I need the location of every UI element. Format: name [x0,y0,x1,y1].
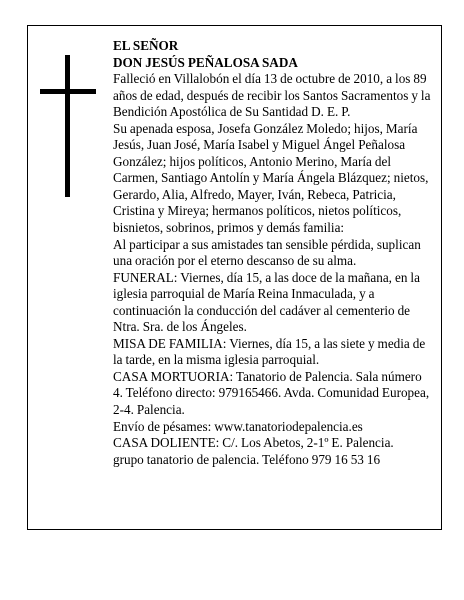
cross-vertical-bar [65,55,70,197]
funeral-paragraph: FUNERAL: Viernes, día 15, a las doce de la mañana, en la iglesia parroquial de María Reina Inmaculada, y a continuación la conducción del cadáver al cementerio de Ntra. Sra. de los Ángeles. [113,269,420,335]
family-mass-paragraph: MISA DE FAMILIA: Viernes, día 15, a las siete y media de la tarde, en la misma iglesia parroquial. [113,335,426,368]
prayer-request-paragraph: Al participar a sus amistades tan sensible pérdida, suplican una oración por el eterno descanso de su alma. [113,236,421,269]
obituary-heading-title: EL SEÑOR [113,38,179,53]
death-notice-paragraph: Falleció en Villalobón el día 13 de octubre de 2010, a los 89 años de edad, después de recibir los Santos Sacramentos y la Bendición Apostólica de Su Santidad D. E. P. [113,71,431,120]
cross-horizontal-bar [40,89,96,94]
obituary-text [113,38,431,468]
family-home-paragraph: CASA DOLIENTE: C/. Los Abetos, 2-1º E. Palencia. [113,435,394,451]
latin-cross-icon [40,55,96,197]
funeral-group-paragraph: grupo tanatorio de palencia. Teléfono 979 16 53 16 [113,451,381,467]
condolences-paragraph: Envío de pésames: www.tanatoriodepalencia.es [113,418,363,434]
family-list-paragraph: Su apenada esposa, Josefa González Moledo; hijos, María Jesús, Juan José, María Isabel y Miguel Ángel Peñalosa González; hijos políticos, Antonio Merino, María del Carmen, Santiago Antolín y María Ángela Blázquez; nietos, Gerardo, Alia, Alfredo, Mayer, Iván, Rebeca, Patricia, Cristina y Mireya; hermanos políticos, nietos políticos, bisnietos, sobrinos, primos y demás familia: [113,120,429,236]
funeral-home-paragraph: CASA MORTUORIA: Tanatorio de Palencia. Sala número 4. Teléfono directo: 979165466. Avda. Comunidad Europea, 2-4. Palencia. [113,368,430,418]
obituary-heading-name: DON JESÚS PEÑALOSA SADA [113,54,298,70]
